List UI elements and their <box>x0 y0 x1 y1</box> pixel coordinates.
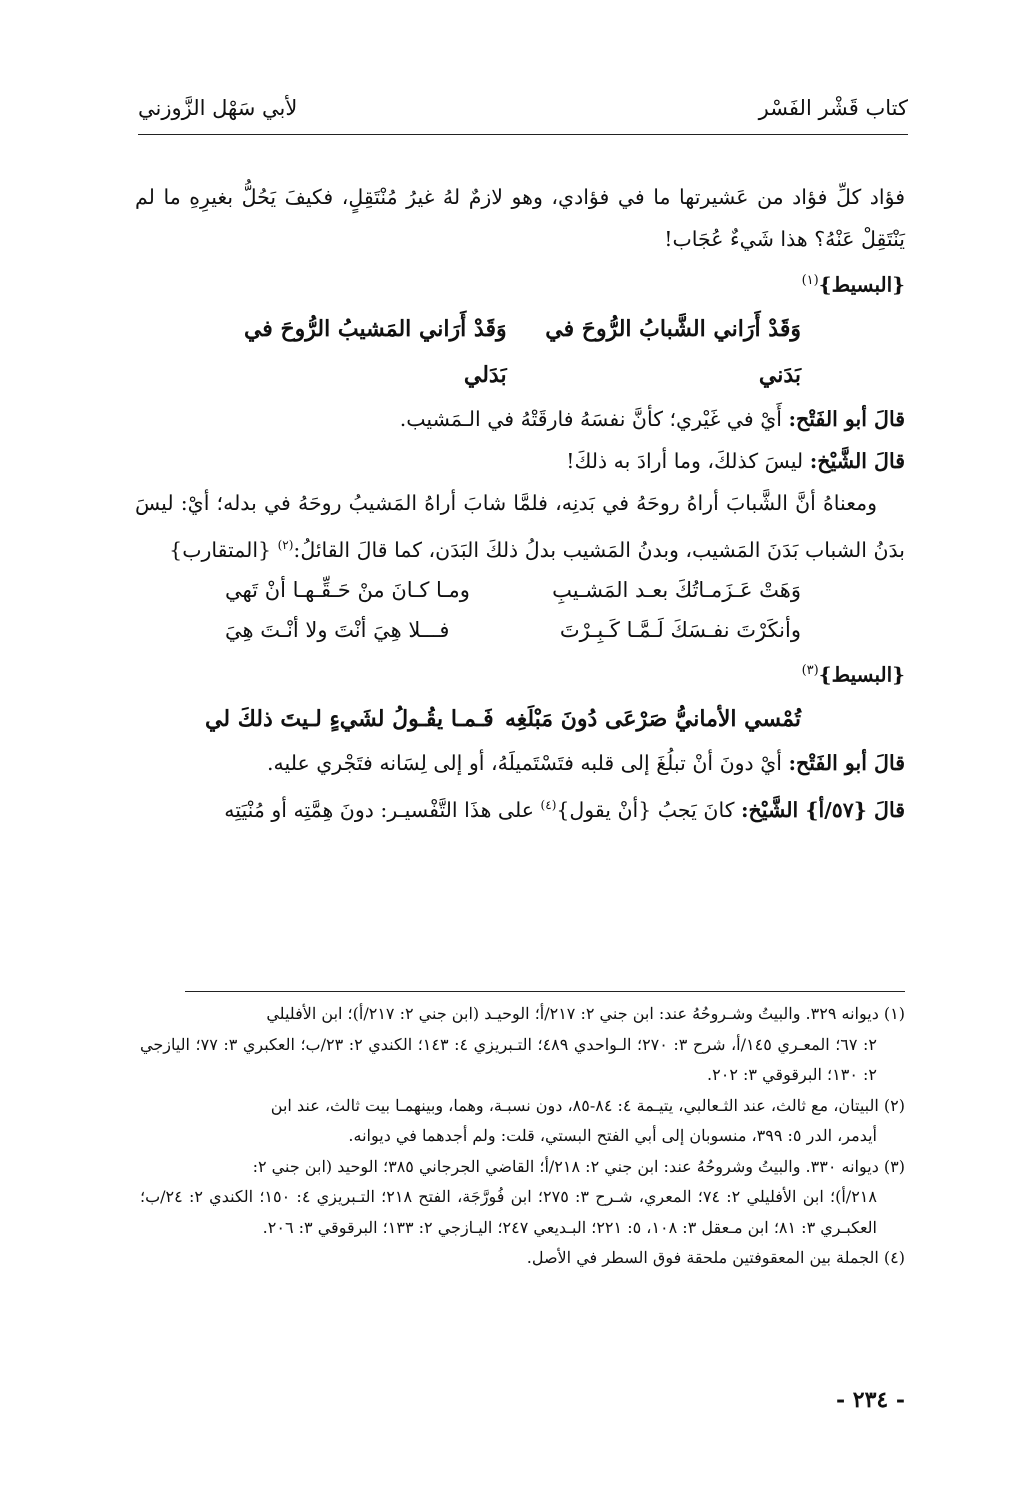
verse-1-first-hemistich: وَقَدْ أَرَاني الشَّبابُ الرُّوحَ في بَدَني <box>545 315 801 388</box>
book-title: كتاب قَشْر الفَسْر <box>758 96 908 120</box>
footnote-ref-1: (١) <box>801 273 819 288</box>
verse-2-second-hemistich: فَـمـا يقُـولُ لشَيءٍ لـيتَ ذلكَ لي <box>205 706 494 733</box>
abu-al-fath-comment-2 <box>135 742 905 784</box>
footnotes <box>140 999 905 1274</box>
meter-label-1: {البسيط}$^{(١)}$ <box>801 272 905 297</box>
header-rule <box>138 134 908 135</box>
footnote-4: (٤) الجملة بين المعقوفتين ملحقة فوق السطر في الأصل. <box>526 1248 905 1267</box>
speaker-shaykh: قالَ الشَّيْخ: <box>809 448 905 473</box>
verse-1-second-hemistich: وَقَدْ أَرَاني المَشيبُ الرُّوحَ في بَدَلي <box>243 315 507 388</box>
meter-label-2: {البسيط}$^{(٣)}$ <box>801 663 905 688</box>
verse-2 <box>205 696 801 742</box>
footnote-ref-4: (٤) <box>540 798 557 813</box>
footnote-2: (٢) البيتان، مع ثالث، عند الثـعالبي، يتيـمة ٤: ٨٤-٨٥، دون نسبـة، وهما، وبينهمـا بيت ثالث، عند ابن أيدمر، الدر ٥: ٣٩٩، منسوبان إلى أبي الفتح البستي، قلت: ولم أجدهما في ديوانه. <box>270 1095 905 1145</box>
comment-text: أيْ دونَ أنْ تبلُغَ إلى قلبه فتَسْتَميلَهُ، أو إلى لِسَانه فتَجْري عليه. <box>267 751 782 776</box>
page-number: - ٢٣٤ - <box>835 1387 905 1413</box>
footnote-number: (٤) <box>883 1248 905 1267</box>
quoted-verse-2 <box>225 610 801 650</box>
footnote-1: (١) ديوانه ٣٢٩. والبيتُ وشـروحُهُ عند: ابن جني ٢: ٢١٧/أ؛ الوحيـد (ابن جني ٢: ٢١٧/أ)؛ ابن الأفليلي ٢: ٦٧؛ المعـري ١٤٥/أ، شرح ٣: ٢٧٠؛ الـواحدي ٤٨٩؛ التـبريزي ٤: ١٤٣؛ الكندي ٢: ٢٣/ب؛ العكبري ٣: ٧٧؛ اليازجي ٢: ١٣٠؛ البرقوقي ٣: ٢٠٢. <box>140 1004 905 1084</box>
running-head <box>138 96 908 130</box>
quoted-verse-2-first: وأنكَرْتَ نفـسَكَ لَـمَّـا كَـبِـرْتَ <box>559 618 801 643</box>
quoted-verse-1-first: وَهَتْ عَـزَمـاتُكَ بعـد المَشـيبِ <box>552 578 801 603</box>
speaker-abu-al-fath: قالَ أبو الفَتْح: <box>788 751 905 776</box>
quoted-verse-2-second: فـــلا هِيَ أنْتَ ولا أنْـتَ هِيَ <box>225 618 450 643</box>
main-text <box>135 176 905 831</box>
abu-al-fath-comment-1 <box>135 398 905 440</box>
shaykh-comment-1 <box>135 440 905 482</box>
intro-paragraph <box>135 176 905 260</box>
comment-text: أَيْ في غَيْري؛ كأنَّ نفسَهُ فارقَتْهُ في الـمَشيب. <box>399 406 782 431</box>
footnote-ref-2: (٢) <box>277 537 294 552</box>
explanation-paragraph: ومعناهُ أنَّ الشَّبابَ أراهُ روحَهُ في بَدنِه، فلمَّا شابَ أراهُ المَشيبُ روحَهُ في بدله؛ أيْ: ليسَ بدَنُ الشباب بَدَنَ المَشيب، وبدنُ المَشيب بدلُ ذلكَ البَدَن، كما قالَ القائلُ:$^{(٢)}$ {المتقارب} <box>135 490 905 562</box>
speaker-shaykh: قالَ {٥٧/أ} الشَّيْخ: <box>740 797 905 822</box>
quoted-verse-1-second: ومـا كـانَ منْ حَـقِّـهـا أنْ تَهي <box>225 578 470 603</box>
intro-line-2: لم يَنْتَقِلْ عَنْهُ؟ هذا شَيءٌ عُجَاب! <box>135 185 905 251</box>
comment-text: ليسَ كذلكَ، وما أرادَ به ذلكَ! <box>566 448 804 473</box>
footnote-number: (٣) <box>883 1156 905 1176</box>
footnote-number: (١) <box>883 1004 905 1023</box>
speaker-abu-al-fath: قالَ أبو الفَتْح: <box>788 406 905 431</box>
footnote-rule <box>185 991 905 992</box>
verse-1 <box>205 306 801 398</box>
author-name: لأبي سَهْل الزَّوزني <box>138 96 298 120</box>
verse-2-first-hemistich: تُمْسي الأمانيُّ صَرْعَى دُونَ مَبْلَغِه <box>504 706 801 733</box>
footnote-3: (٣) ديوانه ٣٣٠. والبيتُ وشروحُهُ عند: ابن جني ٢: ٢١٨/أ؛ القاضي الجرجاني ٣٨٥؛ الوحيد (ابن جني ٢: ٢١٨/أ)؛ ابن الأفليلي ٢: ٧٤؛ المعري، شـرح ٣: ٢٧٥؛ ابن فُورَّجَة، الفتح ٢١٨؛ التـبريزي ٤: ١٥٠؛ الكندي ٢: ٢٤/ب؛ العكبـري ٣: ٨١؛ ابن مـعقل ٣: ١٠٨، ٥: ٢٢١؛ البـديعي ٢٤٧؛ اليـازجي ٢: ١٣٣؛ البرقوقي ٣: ٢٠٦. <box>140 1156 905 1237</box>
footnote-number: (٢) <box>883 1095 905 1115</box>
meter-label-quoted: {المتقارب} <box>169 537 272 562</box>
footnote-ref-3: (٣) <box>801 663 819 679</box>
quoted-verse-1 <box>225 570 801 610</box>
shaykh-comment-2: قالَ {٥٧/أ} الشَّيْخ: كانَ يَجبُ {أنْ يقول}$^{(٤)}$ على هذَا التَّفْسيـر: دونَ هِمَّتِه أو مُنْيَتِه <box>224 797 905 822</box>
intro-line-1: فؤاد كلِّ فؤاد من عَشيرتها ما في فؤادي، وهو لازمٌ لهُ غيرُ مُنْتَقِلٍ، فكيفَ يَحُلُّ بغيرِهِ ما <box>163 185 905 209</box>
